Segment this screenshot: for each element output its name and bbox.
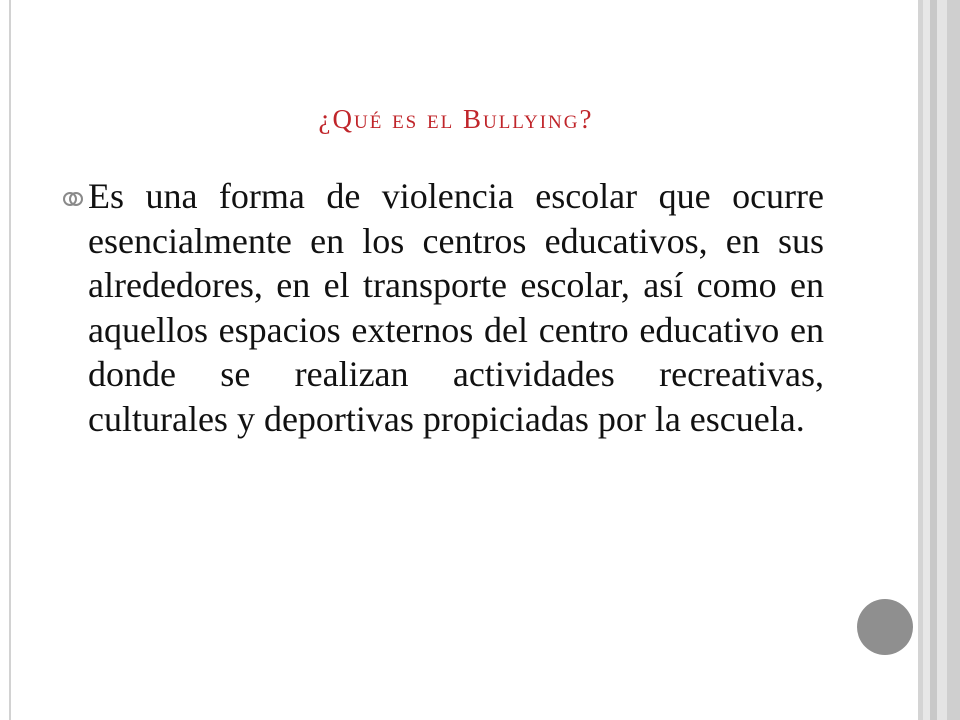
decorative-circle [857, 599, 913, 655]
decorative-bar [947, 0, 960, 720]
double-ring-bullet-icon [62, 190, 84, 208]
decorative-bar [923, 0, 930, 720]
bullet-text: Es una forma de violencia escolar que ocurre esencialmente en los centros educativos, en sus alrededores, en el transporte escolar, así como en aquellos espacios externos del centro educativo en donde se realizan actividades recreativas, culturales y deportivas propiciadas por la escuela. [88, 176, 824, 439]
slide-title: ¿Qué es el Bullying? [318, 104, 594, 134]
decorative-bar [930, 0, 937, 720]
decorative-bar [937, 0, 947, 720]
